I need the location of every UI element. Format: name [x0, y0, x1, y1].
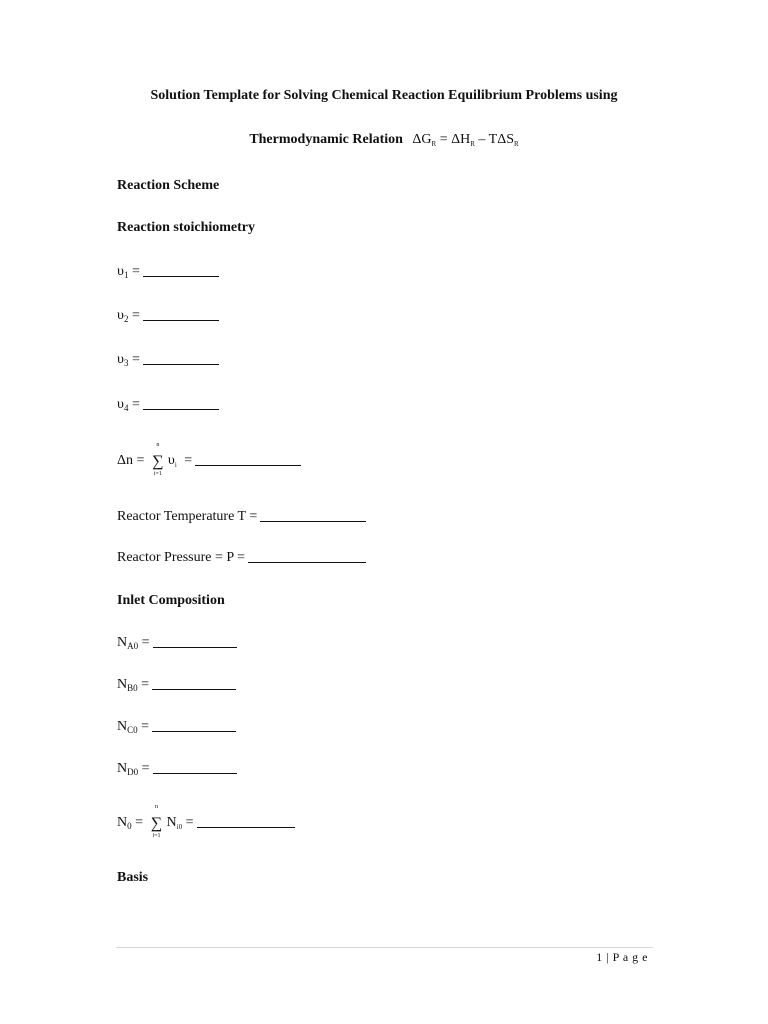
section-inlet-composition: Inlet Composition — [117, 593, 225, 608]
sum-lower-limit: i=1 — [153, 471, 162, 477]
n0-rhs-eq: = — [182, 815, 194, 830]
eq-sub-1: R — [431, 140, 437, 148]
n-symbol: N — [117, 761, 128, 776]
eq-sub-2: R — [470, 140, 475, 148]
nu-3-blank[interactable] — [143, 352, 219, 365]
nu-symbol: υ — [117, 308, 124, 323]
delta-n-row — [117, 442, 301, 477]
na0-row — [117, 634, 237, 652]
delta-n-label: Δn = — [117, 453, 145, 468]
section-basis: Basis — [117, 870, 149, 885]
nu-sub: 1 — [123, 270, 129, 280]
delta-n-eq: = — [180, 453, 193, 468]
nu-symbol: υ — [117, 397, 124, 412]
nu-eq: = — [128, 352, 140, 367]
n-sub: A0 — [127, 641, 139, 651]
nu-3-row — [117, 351, 219, 369]
title-line-2-text: Thermodynamic Relation — [249, 132, 403, 147]
nu-symbol: υ — [117, 352, 124, 367]
page-label: | P a g e — [602, 950, 648, 964]
section-reaction-scheme: Reaction Scheme — [117, 178, 220, 193]
delta-n-blank[interactable] — [195, 453, 301, 466]
nu-eq: = — [128, 264, 140, 279]
reactor-temperature-label: Reactor Temperature T = — [117, 509, 258, 524]
n0-row — [117, 804, 295, 839]
title-line-2 — [0, 131, 768, 149]
page-footer — [596, 950, 648, 964]
nu-sub: 3 — [123, 358, 129, 368]
eq-sub-3: R — [514, 140, 519, 148]
summation-symbol-2 — [149, 804, 165, 839]
reactor-pressure-blank[interactable] — [248, 550, 366, 563]
nu-symbol: υ — [117, 264, 124, 279]
n-sub: B0 — [127, 683, 138, 693]
n-symbol: N — [117, 635, 128, 650]
na0-blank[interactable] — [153, 635, 237, 648]
nb0-row — [117, 676, 236, 694]
section-stoichiometry: Reaction stoichiometry — [117, 220, 256, 235]
sigma-icon: ∑ — [150, 815, 163, 832]
delta-n-sub: i — [174, 461, 177, 469]
n0-sum-n: N — [166, 815, 177, 830]
nu-1-blank[interactable] — [143, 264, 219, 277]
n0-blank[interactable] — [197, 815, 295, 828]
delta-n-nu: υ — [167, 453, 175, 468]
nu-eq: = — [128, 308, 140, 323]
nd0-row — [117, 760, 237, 778]
n0-eq: = — [131, 815, 144, 830]
eq-dh: = ΔH — [436, 132, 471, 147]
n-eq: = — [137, 719, 150, 734]
n0-symbol: N — [117, 815, 128, 830]
nc0-row — [117, 718, 236, 736]
n-eq: = — [137, 677, 150, 692]
eq-dg: ΔG — [412, 132, 432, 147]
reactor-temperature-row — [117, 508, 366, 526]
nu-4-row — [117, 396, 219, 414]
nd0-blank[interactable] — [153, 761, 237, 774]
nu-2-blank[interactable] — [143, 308, 219, 321]
reactor-pressure-row — [117, 549, 366, 567]
n0-sum-sub: i0 — [176, 823, 183, 831]
nu-sub: 2 — [123, 314, 129, 324]
reactor-pressure-label: Reactor Pressure = P = — [117, 550, 246, 565]
nu-1-row — [117, 263, 219, 281]
n-sub: D0 — [127, 767, 139, 777]
n-symbol: N — [117, 677, 128, 692]
n0-sub: 0 — [127, 821, 132, 831]
nu-2-row — [117, 307, 219, 325]
n-symbol: N — [117, 719, 128, 734]
nc0-blank[interactable] — [152, 719, 236, 732]
footer-divider — [116, 947, 653, 948]
sum-lower-limit-2: i=1 — [152, 833, 161, 839]
sigma-icon: ∑ — [152, 453, 164, 470]
page-number: 1 — [596, 950, 603, 964]
nu-sub: 4 — [123, 403, 129, 413]
nb0-blank[interactable] — [152, 677, 236, 690]
n-eq: = — [138, 761, 150, 776]
nu-eq: = — [128, 397, 140, 412]
sum-upper-limit-2: n — [155, 804, 159, 810]
reactor-temperature-blank[interactable] — [260, 509, 366, 522]
nu-4-blank[interactable] — [143, 397, 219, 410]
sum-upper-limit: n — [156, 442, 160, 448]
n-sub: C0 — [127, 725, 138, 735]
title-line-1: Solution Template for Solving Chemical Reaction Equilibrium Problems using — [150, 88, 618, 103]
thermo-equation — [412, 132, 518, 147]
eq-tds: – TΔS — [474, 132, 514, 147]
summation-symbol — [150, 442, 166, 477]
n-eq: = — [138, 635, 150, 650]
